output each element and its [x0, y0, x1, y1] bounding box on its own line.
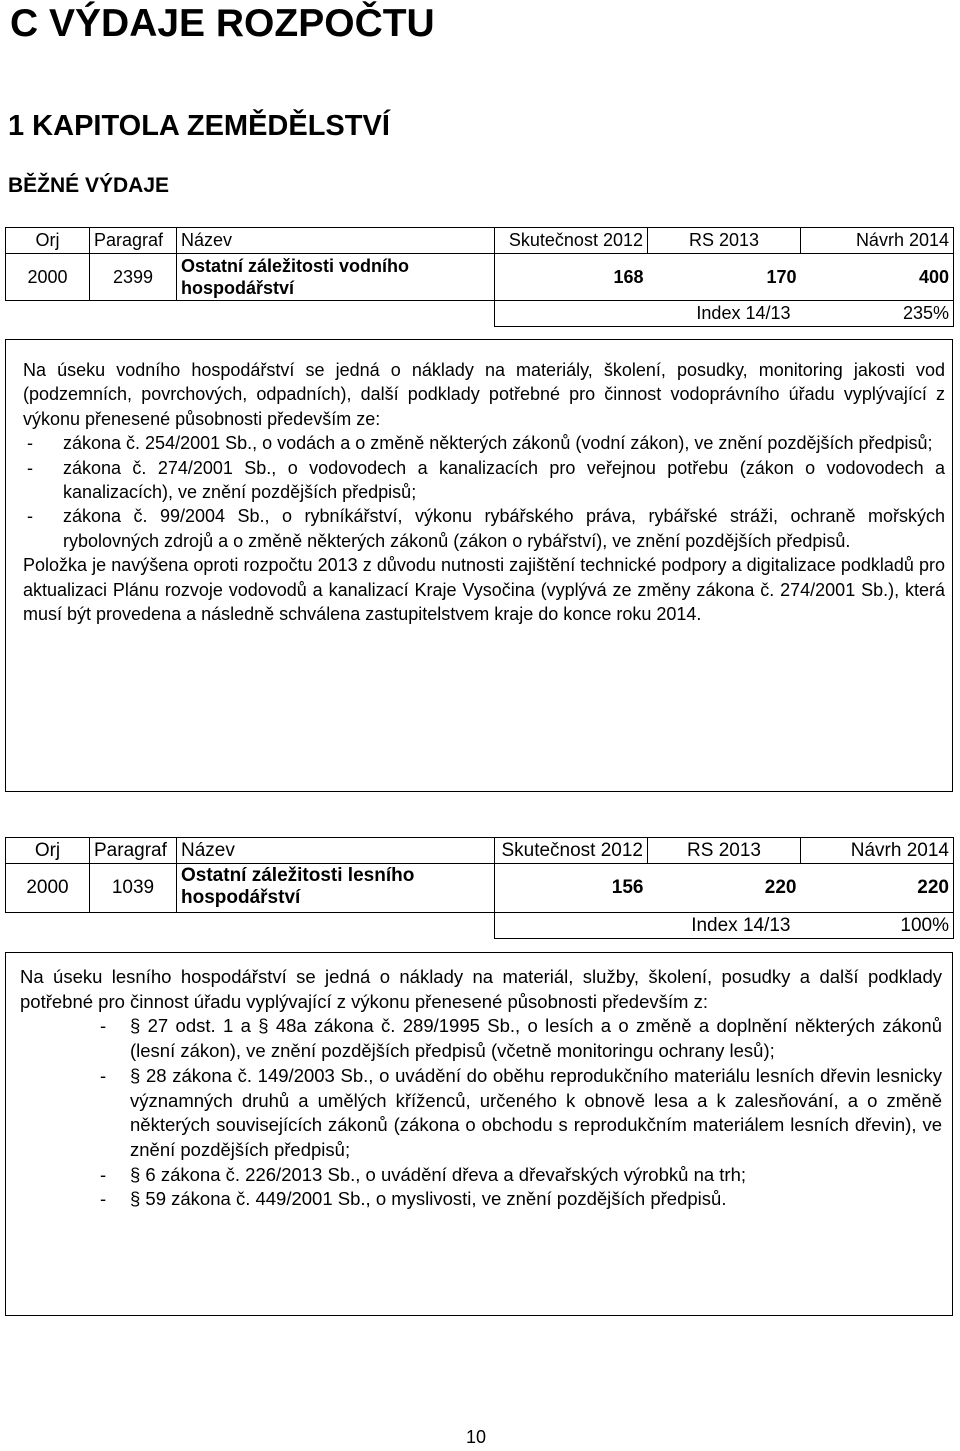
description-intro: Na úseku vodního hospodářství se jedná o náklady na materiály, školení, posudky, monitoring jakosti vod (podzemních, povrchových, odpadních), další podklady potřebné pro činnost vodoprávního úřadu vyplývající z výkonu přenesené působnosti především ze:	[23, 360, 945, 429]
list-item: - § 59 zákona č. 449/2001 Sb., o myslivosti, ve znění pozdějších předpisů.	[100, 1188, 727, 1210]
cell-skutecnost: 156	[495, 864, 648, 913]
index-label: Index 14/13	[495, 301, 801, 327]
list-item: - § 6 zákona č. 226/2013 Sb., o uvádění dřeva a dřevařských výrobků na trh;	[100, 1163, 747, 1185]
table-row	[6, 864, 954, 913]
list-item: - zákona č. 274/2001 Sb., o vodovodech a kanalizacích pro veřejnou potřebu (zákon o vodovodech a kanalizacích), ve znění pozdějších předpisů;	[27, 457, 945, 503]
header-rs: RS 2013	[648, 838, 801, 864]
header-skutecnost: Skutečnost 2012	[495, 838, 648, 864]
cell-navrh: 220	[801, 864, 954, 913]
section-heading: BĚŽNÉ VÝDAJE	[8, 174, 170, 197]
header-nazev: Název	[177, 228, 495, 254]
header-orj: Orj	[6, 838, 90, 864]
table-header-row	[6, 228, 954, 254]
list-item: - § 27 odst. 1 a § 48a zákona č. 289/1995 Sb., o lesích a o změně a doplnění některých zákonů (lesní zákon), ve znění pozdějších předpisů (včetně monitoringu ochrany lesů);	[100, 1015, 942, 1062]
header-skutecnost: Skutečnost 2012	[495, 228, 648, 254]
index-value: 100%	[801, 913, 954, 939]
cell-nazev: Ostatní záležitosti vodního hospodářství	[177, 254, 495, 301]
index-row	[6, 301, 954, 327]
chapter-heading: 1 KAPITOLA ZEMĚDĚLSTVÍ	[8, 110, 390, 142]
cell-skutecnost: 168	[495, 254, 648, 301]
list-item: - zákona č. 99/2004 Sb., o rybníkářství, výkonu rybářského práva, rybářské stráži, ochraně mořských rybolovných zdrojů a o změně některých zákonů (zákon o rybářství), ve znění pozdějších předpisů.	[27, 506, 945, 551]
index-row	[6, 913, 954, 939]
header-nazev: Název	[177, 838, 495, 864]
header-orj: Orj	[6, 228, 90, 254]
header-navrh: Návrh 2014	[801, 838, 954, 864]
cell-orj: 2000	[6, 864, 90, 913]
list-item: - zákona č. 254/2001 Sb., o vodách a o změně některých zákonů (vodní zákon), ve znění pozdějších předpisů;	[27, 433, 933, 454]
cell-rs: 170	[648, 254, 801, 301]
budget-table-water	[5, 227, 954, 327]
cell-navrh: 400	[801, 254, 954, 301]
list-item: - § 28 zákona č. 149/2003 Sb., o uvádění do oběhu reprodukčního materiálu lesních dřevin lesnicky významných druhů a umělých kříženců, určeného k obnově lesa a k zalesňování, a o změně některých souvisejících zákonů (zákona o obchodu s reprodukčním materiálem lesních dřevin), ve znění pozdějších předpisů;	[100, 1064, 942, 1160]
description-intro: Na úseku lesního hospodářství se jedná o náklady na materiál, služby, školení, posudky a další podklady potřebné pro činnost úřadu vyplývající z výkonu přenesené působnosti především z:	[20, 966, 942, 1012]
table-header-row	[6, 838, 954, 864]
budget-table-forest	[5, 837, 954, 939]
cell-nazev: Ostatní záležitosti lesního hospodářství	[177, 864, 495, 913]
page-number: 10	[466, 1427, 487, 1447]
description-outro: Položka je navýšena oproti rozpočtu 2013 z důvodu nutnosti zajištění technické podpory a digitalizace podkladů pro aktualizaci Plánu rozvoje vodovodů a kanalizací Kraje Vysočina (vyplývá ze změny zákona č. 274/2001 Sb.), která musí být provedena a následně schválena zastupitelstvem kraje do konce roku 2014.	[23, 555, 945, 625]
description-box-forest	[5, 952, 953, 1316]
header-paragraf: Paragraf	[90, 838, 177, 864]
index-label: Index 14/13	[495, 913, 801, 939]
description-box-water	[5, 339, 953, 792]
index-value: 235%	[801, 301, 954, 327]
header-rs: RS 2013	[648, 228, 801, 254]
cell-paragraf: 2399	[90, 254, 177, 301]
table-row	[6, 254, 954, 301]
cell-paragraf: 1039	[90, 864, 177, 913]
header-navrh: Návrh 2014	[801, 228, 954, 254]
page-title: C VÝDAJE ROZPOČTU	[10, 2, 435, 45]
cell-orj: 2000	[6, 254, 90, 301]
cell-rs: 220	[648, 864, 801, 913]
header-paragraf: Paragraf	[90, 228, 177, 254]
